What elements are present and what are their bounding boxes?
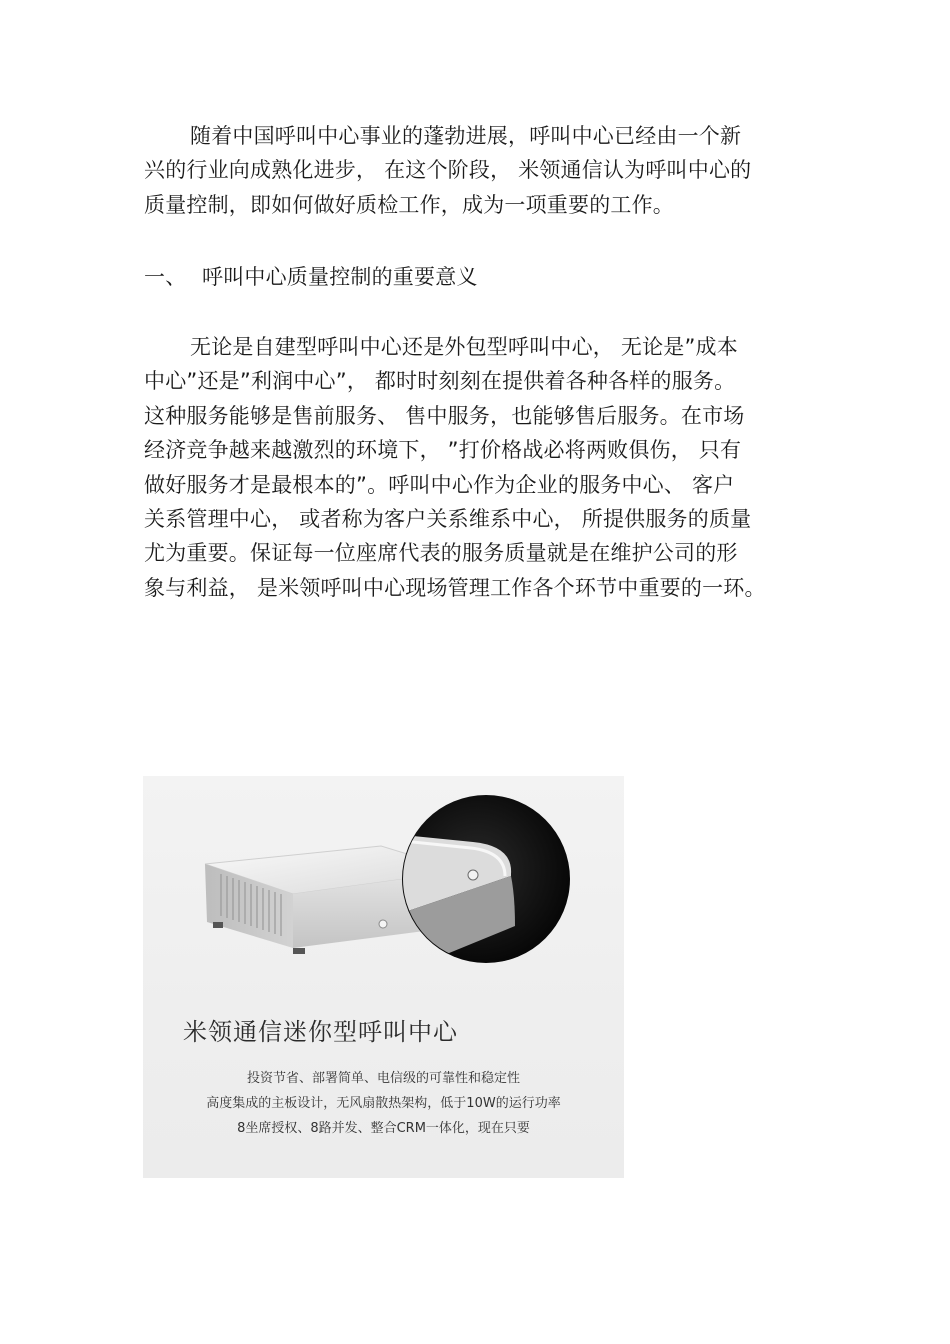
- body-paragraph: [144, 330, 814, 605]
- section-heading: [144, 260, 814, 294]
- intro-line: 随着中国呼叫中心事业的蓬勃进展，呼叫中心已经由一个新: [190, 124, 742, 148]
- zoom-detail-circle: [393, 795, 570, 976]
- power-button-icon: [379, 920, 387, 928]
- body-line: 经济竞争越来越激烈的环境下， ”打价格战必将两败俱伤， 只有: [144, 438, 742, 463]
- ad-feature-line: 8坐席授权、8路并发、整合CRM一体化，现在只要: [237, 1121, 530, 1136]
- body-line: 关系管理中心， 或者称为客户关系维系中心， 所提供服务的质量: [144, 507, 752, 532]
- ad-feature-line: 投资节省、部署简单、电信级的可靠性和稳定性: [246, 1071, 520, 1086]
- ad-feature-list: [143, 1066, 624, 1141]
- intro-paragraph: [144, 119, 814, 222]
- body-line: 中心”还是”利润中心”， 都时时刻刻在提供着各种各样的服务。: [144, 369, 736, 394]
- mini-server-illustration: [143, 776, 624, 1016]
- body-line: 做好服务才是最根本的”。呼叫中心作为企业的服务中心、 客户: [144, 472, 735, 497]
- product-advertisement-image: [143, 776, 624, 1178]
- intro-line: 兴的行业向成熟化进步， 在这个阶段， 米领通信认为呼叫中心的: [144, 158, 752, 183]
- body-line: 象与利益， 是米领呼叫中心现场管理工作各个环节中重要的一环。: [144, 575, 766, 600]
- section-title: 呼叫中心质量控制的重要意义: [202, 265, 478, 289]
- body-line: 无论是自建型呼叫中心还是外包型呼叫中心， 无论是”成本: [190, 335, 738, 359]
- intro-line: 质量控制，即如何做好质检工作，成为一项重要的工作。: [144, 192, 674, 217]
- body-line: 尤为重要。保证每一位座席代表的服务质量就是在维护公司的形: [144, 541, 738, 566]
- ad-title: 米领通信迷你型呼叫中心: [183, 1018, 458, 1046]
- ad-feature-line: 高度集成的主板设计，无风扇散热架构，低于10W的运行功率: [206, 1096, 561, 1111]
- body-line: 这种服务能够是售前服务、 售中服务，也能够售后服务。在市场: [144, 403, 745, 428]
- section-number: 一、: [144, 265, 187, 289]
